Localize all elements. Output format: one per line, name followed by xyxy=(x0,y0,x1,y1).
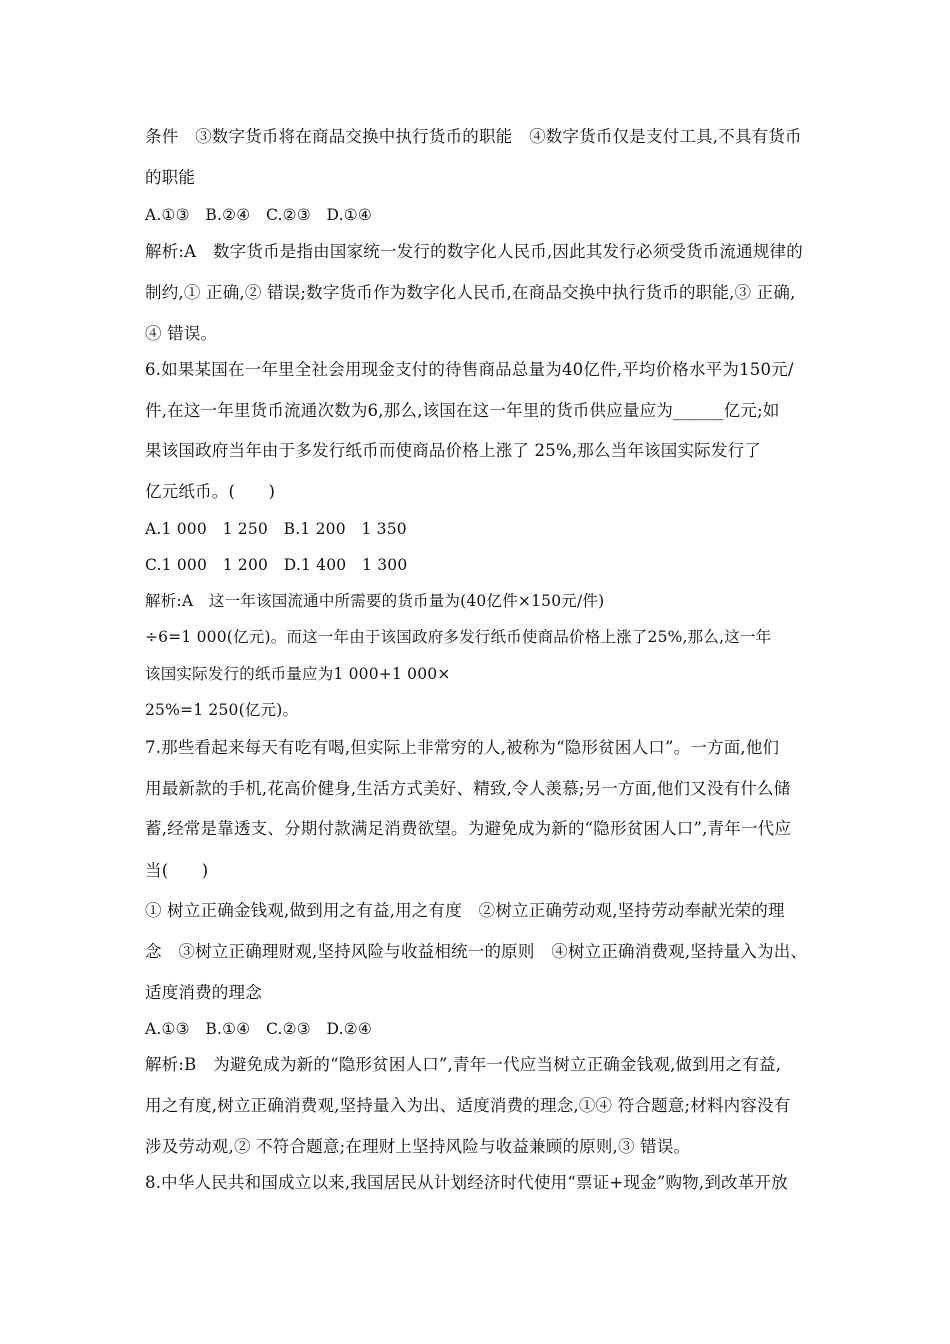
analysis-line: 用之有度,树立正确消费观,坚持量入为出、适度消费的理念,①④ 符合题意;材料内容没有 xyxy=(145,1096,791,1115)
analysis-line: 该国实际发行的纸币量应为1 000+1 000× xyxy=(145,665,451,683)
analysis-line: ÷6=1 000(亿元)。而这一年由于该国政府多发行纸币使商品价格上涨了25%,那么,这一年 xyxy=(145,628,772,646)
analysis-line: ④ 错误。 xyxy=(145,324,218,343)
question-line: 亿元纸币。( ) xyxy=(145,482,276,501)
question-line: 用最新款的手机,花高价健身,生活方式美好、精致,令人羡慕;另一方面,他们又没有什么储 xyxy=(145,779,791,798)
text-line: 条件 ③数字货币将在商品交换中执行货币的职能 ④数字货币仅是支付工具,不具有货币 xyxy=(145,127,802,146)
analysis-line: 涉及劳动观,② 不符合题意;在理财上坚持风险与收益兼顾的原则,③ 错误。 xyxy=(145,1137,691,1156)
question-line: 当( ) xyxy=(145,861,209,880)
option-line: C.1 000 1 200 D.1 400 1 300 xyxy=(145,556,408,574)
question-line: 7.那些看起来每天有吃有喝,但实际上非常穷的人,被称为“隐形贫困人口”。一方面,他们 xyxy=(145,738,780,757)
statement-line: 适度消费的理念 xyxy=(145,983,262,1002)
analysis-line: 解析:B 为避免成为新的“隐形贫困人口”,青年一代应当树立正确金钱观,做到用之有益, xyxy=(145,1055,782,1074)
question-line: 6.如果某国在一年里全社会用现金支付的待售商品总量为40亿件,平均价格水平为150元/ xyxy=(145,360,794,379)
question-line: 果该国政府当年由于多发行纸币而使商品价格上涨了 25%,那么当年该国实际发行了 xyxy=(145,441,761,460)
statement-line: 念 ③树立正确理财观,坚持风险与收益相统一的原则 ④树立正确消费观,坚持量入为出、 xyxy=(145,942,808,961)
text-line: 的职能 xyxy=(145,168,196,187)
statement-line: ① 树立正确金钱观,做到用之有益,用之有度 ②树立正确劳动观,坚持劳动奉献光荣的理 xyxy=(145,901,785,920)
analysis-line: 制约,① 正确,② 错误;数字货币作为数字化人民币,在商品交换中执行货币的职能,③ 正确, xyxy=(145,283,796,302)
analysis-line: 解析:A 这一年该国流通中所需要的货币量为(40亿件×150元/件) xyxy=(145,592,605,610)
analysis-line: 解析:A 数字货币是指由国家统一发行的数字化人民币,因此其发行必须受货币流通规律的 xyxy=(145,242,803,261)
analysis-line: 25%=1 250(亿元)。 xyxy=(145,701,299,719)
option-line: A.①③ B.②④ C.②③ D.①④ xyxy=(145,206,372,224)
option-line: A.①③ B.①④ C.②③ D.②④ xyxy=(145,1020,372,1038)
question-line: 件,在这一年里货币流通次数为6,那么,该国在这一年里的货币供应量应为______亿元;如 xyxy=(145,401,780,420)
question-line: 蓄,经常是靠透支、分期付款满足消费欲望。为避免成为新的“隐形贫困人口”,青年一代应 xyxy=(145,819,792,838)
question-line: 8.中华人民共和国成立以来,我国居民从计划经济时代使用“票证+现金”购物,到改革开放 xyxy=(145,1173,788,1192)
option-line: A.1 000 1 250 B.1 200 1 350 xyxy=(145,520,407,538)
